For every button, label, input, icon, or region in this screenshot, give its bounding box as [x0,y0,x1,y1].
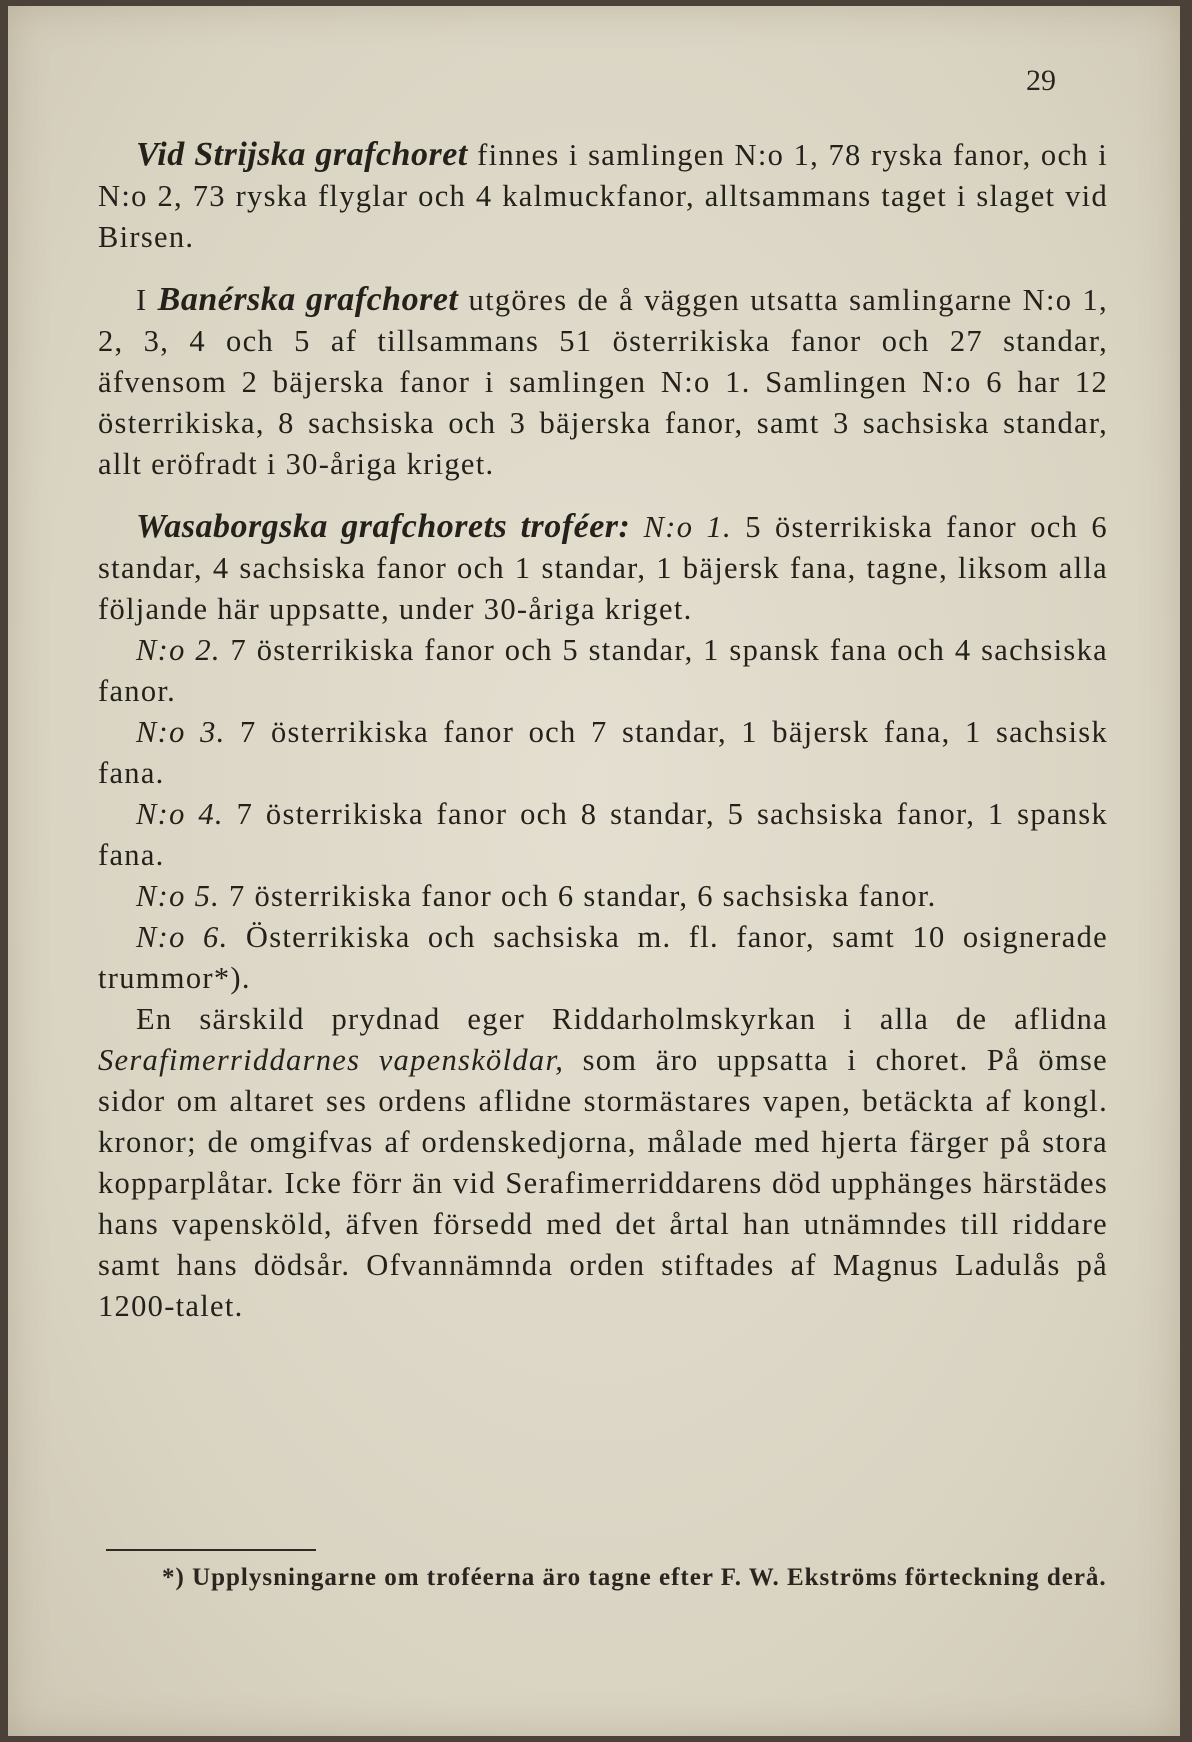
paragraph-wasaborgska [98,506,1108,630]
paragraph-banerska-lead: I [136,283,158,317]
list-item [98,630,1108,712]
item-label: N:o 2. [136,633,221,667]
item-label: N:o 3. [136,715,226,749]
page-number: 29 [1026,64,1056,97]
list-item [98,712,1108,794]
paragraph-strijska [98,134,1108,258]
list-item [98,917,1108,999]
heading-wasaborgska: Wasaborgska grafchorets troféer: [136,508,631,545]
paragraph-serafimer-italic: Serafimerriddarnes vapensköldar, [98,1043,565,1077]
item-label: N:o 5. [136,879,221,913]
paragraph-strijska-text: finnes i samlingen N:o 1, 78 ryska fanor, och i N:o 2, 73 ryska flyglar och 4 kalmuckfanor, alltsammans taget i slaget vid Birsen. [98,138,1109,254]
list-item [98,876,1108,917]
item-text: 7 österrikiska fanor och 7 standar, 1 bäjersk fana, 1 sachsisk fana. [98,715,1108,790]
heading-banerska: Banérska grafchoret [157,281,459,318]
list-item [98,794,1108,876]
paragraph-serafimer [98,999,1108,1327]
footnote-divider [106,1549,316,1551]
paragraph-serafimer-after: som äro uppsatta i choret. På ömse sidor om altaret ses ordens aflidne stormästares vapen, betäckta af kongl. kronor; de omgifvas af ordenskedjorna, målade med hjerta färger på stora kopparplåtar. Icke förr än vid Serafimerriddarens död upphänges härstädes hans vapensköld, äfven försedd med det årtal han utnämndes till riddare samt hans dödsår. Ofvannämnda orden stiftades af Magnus Ladulås på 1200-talet. [98,1043,1108,1323]
item-text: 7 österrikiska fanor och 5 standar, 1 spansk fana och 4 sachsiska fanor. [98,633,1108,708]
body-text [98,134,1108,1327]
paragraph-serafimer-before: En särskild prydnad eger Riddarholmskyrkan i alla de aflidna [136,1002,1108,1036]
item-text: 7 österrikiska fanor och 6 standar, 6 sachsiska fanor. [220,879,937,913]
item-text: 7 österrikiska fanor och 8 standar, 5 sachsiska fanor, 1 spansk fana. [98,797,1108,872]
item-text: Österrikiska och sachsiska m. fl. fanor, samt 10 osignerade trummor*). [98,920,1108,995]
item-label: N:o 6. [136,920,229,954]
paragraph-banerska-text: utgöres de å väggen utsatta samlingarne N:o 1, 2, 3, 4 och 5 af tillsammans 51 österrikiska fanor och 27 standar, äfvensom 2 bäjerska fanor i samlingen N:o 1. Samlingen N:o 6 har 12 österrikiska, 8 sachsiska och 3 bäjerska fanor, samt 3 sachsiska standar, allt eröfradt i 30-åriga kriget. [98,283,1108,481]
footnote: *) Upplysningarne om troféerna äro tagne efter F. W. Ekströms förteckning derå. [162,1564,1107,1591]
paragraph-wasaborgska-text: 5 österrikiska fanor och 6 standar, 4 sachsiska fanor och 1 standar, 1 bäjersk fana, tagne, liksom alla följande här uppsatte, under 30-åriga kriget. [98,510,1108,626]
paragraph-banerska [98,279,1108,485]
heading-strijska: Vid Strijska grafchoret [136,136,468,173]
item-label-1: N:o 1. [630,510,732,544]
item-label: N:o 4. [136,797,224,831]
book-page [8,6,1180,1736]
